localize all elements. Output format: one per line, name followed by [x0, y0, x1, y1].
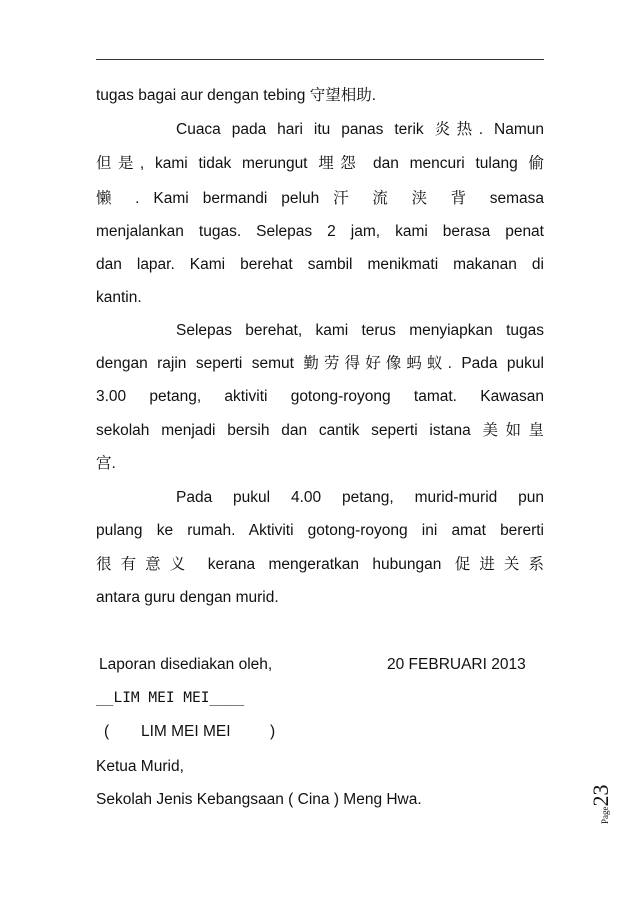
text-line: 宫. — [96, 455, 116, 472]
signatory-position: Ketua Murid, — [96, 758, 184, 775]
report-date: 20 FEBRUARI 2013 — [387, 656, 526, 673]
school-name: Sekolah Jenis Kebangsaan ( Cina ) Meng Hwa. — [96, 791, 422, 808]
text-line: Selepas berehat, kami terus menyiapkan tugas — [176, 322, 544, 339]
header-rule — [96, 59, 544, 60]
paren-close: ) — [270, 723, 276, 740]
page-number-footer — [588, 778, 613, 824]
text-line: 3.00 petang, aktiviti gotong-royong tamat. Kawasan — [96, 388, 544, 405]
prepared-by-label: Laporan disediakan oleh, — [99, 656, 273, 673]
text-line: 但是, kami tidak merungut 埋怨 dan mencuri tulang 偷 — [96, 155, 544, 172]
text-line: Cuaca pada hari itu panas terik 炎热. Namun — [176, 121, 544, 138]
text-line: kantin. — [96, 289, 142, 306]
text-line: 懒 . Kami bermandi peluh 汗 流 浃 背 semasa — [96, 190, 544, 207]
page-number: 23 — [588, 784, 613, 807]
text-line: pulang ke rumah. Aktiviti gotong-royong ini amat bererti — [96, 522, 544, 539]
text-line: antara guru dengan murid. — [96, 589, 279, 606]
signatory-name: LIM MEI MEI — [141, 723, 231, 740]
text-line: sekolah menjadi bersih dan cantik seperti istana 美如皇 — [96, 422, 544, 439]
text-line: tugas bagai aur dengan tebing 守望相助. — [96, 87, 377, 104]
text-line: menjalankan tugas. Selepas 2 jam, kami berasa penat — [96, 223, 544, 240]
text-line: 很有意义 kerana mengeratkan hubungan 促进关系 — [96, 556, 544, 573]
page-word: Page — [600, 806, 610, 824]
signature-line: __LIM MEI MEI____ — [96, 690, 245, 706]
paren-open: ( — [104, 723, 110, 740]
text-line: dengan rajin seperti semut 勤劳得好像蚂蚁. Pada pukul — [96, 355, 544, 372]
text-line: dan lapar. Kami berehat sambil menikmati makanan di — [96, 256, 544, 273]
text-line: Pada pukul 4.00 petang, murid-murid pun — [176, 489, 544, 506]
signature-header-row — [99, 655, 539, 675]
